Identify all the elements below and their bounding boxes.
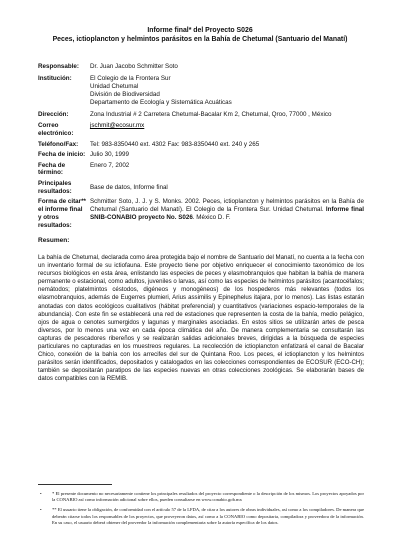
title-line-2: Peces, ictioplancton y helmintos parásitos en la Bahía de Chetumal (Santuario del Manatí) <box>52 35 348 43</box>
row-responsable <box>38 63 364 75</box>
document-title <box>0 27 400 44</box>
citar-value <box>90 198 364 232</box>
telefono-value: Tel: 983-8350440 ext. 4302 Fax: 983-8350440 ext. 240 y 265 <box>90 140 260 148</box>
footnotes <box>38 491 364 530</box>
institucion-line: Departamento de Ecología y Sistemática Acuáticas <box>90 98 232 106</box>
row-institucion <box>38 75 364 111</box>
footnote-text: ** El usuario tiene la obligación, de conformidad con el artículo 57 de la LFDA, de citar a los autores de obras individuales, así como a los compiladores. De manera que deberán citarse todos los responsables de los proyectos, que proveyeron datos, así como a la CONABIO como depositaria, compiladora y proveedora de la información. En su caso, el usuario deberá obtener del proveedor la información complementaria sobre la autoría específica de los datos. <box>52 507 364 525</box>
row-telefono <box>38 141 364 151</box>
institucion-line: División de Biodiversidad <box>90 90 160 98</box>
footnote-divider <box>38 484 112 485</box>
row-resultados <box>38 180 364 198</box>
institucion-line: El Colegio de la Frontera Sur <box>90 74 171 82</box>
row-direccion <box>38 111 364 123</box>
footnote-text: * El presente documento no necesariamente contiene los principales resultados del proyecto correspondiente o la descripción de los mismos. Los proyectos apoyados por la CONABIO así como información adicional sobre ellos, pueden consultarse en www.conabio.gob.mx <box>52 491 364 503</box>
resumen-body: La bahía de Chetumal, declarada como área protegida bajo el nombre de Santuario del Manatí, no cuenta a la fecha con un inventario formal de su ictiofauna. Este proyecto tiene por objetivo enriquecer el conocimiento taxonómico de los recursos biológicos en esta área, enlistando las especies de peces y elasmobranquios que habitan la bahía de manera permanente o estacional, como adultos, juveniles o larvas, así como las especies de helmintos parásitos (acantocéfalos; nemátodos; platelmintos céstodos, digéneos y monogéneos) de los hospederos más relevantes (todos los elasmobranquios, además de Eugerres plumieri, Arius assimilis y Epinephelus itajara, por lo menos). Las listas estarán anotadas con datos ecológicos cualitativos (hábitat preferencial) y cuantitativos (variaciones espacio-temporales de la abundancia). Con este fin se establecerá una red de estaciones que representen la costa de la bahía, medio pelágico, ojos de agua o cenotes sumergidos y lagunas y marginales asociadas. En estos sitios se utilizarán artes de pesca diversos, por lo menos una vez en cada época climática del año. De manera complementaria se consultarán las capturas de pescadores ribereños y se realizarán salidas adicionales breves, dirigidas a la búsqueda de especies particulares no capturadas en los muestreos regulares. La recolección de ictioplancton enfatizará el canal de Bacalar Chico, conexión de la bahía con los arrecifes del sur de Quintana Roo. Los peces, el ictioplancton y los helmintos parásitos serán identificados, depositados y catalogados en las colecciones correspondientes de ECOSUR (ECO-CH); también se depositarán paratipos de las especies nuevas en otras colecciones zoológicas. Se elaborarán bases de datos compatibles con la REMIB. <box>38 254 364 383</box>
telefono-label: Teléfono/Fax: <box>38 140 79 148</box>
direccion-label: Dirección: <box>38 110 69 118</box>
correo-value <box>90 122 364 140</box>
correo-label: Correo electrónico: <box>38 122 74 138</box>
row-correo <box>38 122 364 140</box>
institucion-label: Institución: <box>38 74 72 82</box>
citation-text: Schmitter Soto, J. J. y S. Monks. 2002. Peces, ictioplancton y helmintos parásitos en la Bahía de Chetumal (Santuario del Manatí). El Colegio de la Frontera Sur. Unidad Chetumal. <box>90 198 364 214</box>
institucion-value <box>90 75 364 111</box>
footnote-item <box>38 491 364 503</box>
email-link[interactable]: jschmit@ecosur.mx <box>90 122 145 130</box>
resumen-heading: Resumen: <box>38 237 70 244</box>
resultados-value: Base de datos, Informe final <box>90 183 168 191</box>
project-metadata <box>38 63 364 232</box>
footnote-item <box>38 507 364 526</box>
termino-value: Enero 7, 2002 <box>90 161 130 169</box>
title-line-1: Informe final* del Proyecto S026 <box>147 27 253 34</box>
row-citar <box>38 198 364 232</box>
row-inicio <box>38 151 364 161</box>
termino-label: Fecha de término: <box>38 161 66 177</box>
citation-text-end: . México D. F. <box>192 214 231 221</box>
responsable-value: Dr. Juan Jacobo Schmitter Soto <box>90 63 178 70</box>
bullet-icon: • <box>40 507 42 513</box>
inicio-label: Fecha de inicio: <box>38 151 86 159</box>
institucion-line: Unidad Chetumal <box>90 82 139 90</box>
resultados-label: Principales resultados: <box>38 179 72 195</box>
inicio-value: Julio 30, 1999 <box>90 151 129 159</box>
citation-report-id: Informe final SNIB-CONABIO proyecto No. S026 <box>90 206 364 221</box>
row-termino <box>38 162 364 180</box>
bullet-icon: • <box>40 491 42 496</box>
direccion-value: Zona Industrial # 2 Carretera Chetumal-Bacalar Km 2, Chetumal, Qroo, 77000 , México <box>90 110 332 118</box>
responsable-label: Responsable: <box>38 63 79 70</box>
citar-label: Forma de citar** el informe final y otros resultados: <box>38 198 86 229</box>
